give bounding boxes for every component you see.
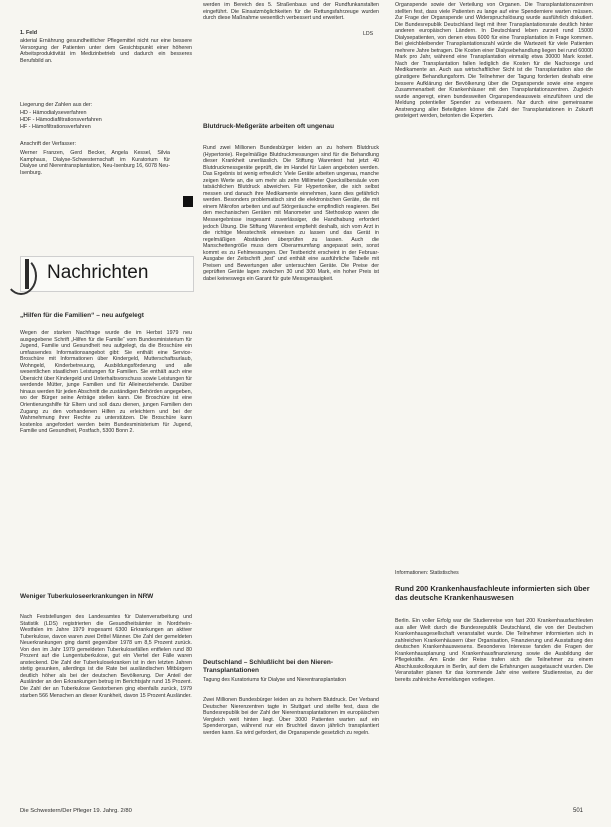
article-text: Wegen der starken Nachfrage wurde die im Herbst 1979 neu ausgegebene Schrift „Hilfen für die Familie“ vom Bundesministerium für Jugend, Familie und Gesundheit neu aufgelegt, da die Broschüre ein umfassendes Informationsangebot gibt: Sie enthält eine Service-Broschüre mit Informationen über Kindergeld, Mutterschaftsurlaub, Wohngeld, Kinderbetreuung, Ausbildungsförderung und alle wesentlichen staatlichen Leistungen für Familien. Sie enthält auch eine Übersicht über Kindergeld und Unterhaltsvorschuss sowie Leistungen für werdende Mütter, junge Familien und für Alleinerziehende. Darüber hinaus werden für jeden Abschnitt die zuständigen Behörden angegeben, wo der Bürger seine Anträge stellen kann. Die Broschüre ist eine Orientierungshilfe für Eltern und soll dazu dienen, jungen Familien den Zugang zu den vorhandenen Hilfen zu erleichtern und bei der Wahrnehmung ihrer Rechte zu unterstützen. Die Broschüre kann kostenlos angefordert werden beim Bundesministerium für Jugend, Familie und Gesundheit, Postfach, 5300 Bonn 2. <box>20 330 192 435</box>
article-text: Zwei Millionen Bundesbürger leiden an zu hohem Blutdruck. Der Verband Deutscher Nierenzentren tagte in Stuttgart und stellte fest, dass die Bundesrepublik bei der Zahl der Nierentransplantationen im europäischen Vergleich weit hinten liegt. Über 3000 Patienten warten auf ein Spenderorgan, während nur ein Bruchteil davon jährlich transplantiert werden kann. Es wird gefordert, die Organspende gesetzlich zu regeln. <box>203 697 379 736</box>
article-text: Nach Feststellungen des Landesamtes für Datenverarbeitung und Statistik (LDS) registrierten die Gesundheitsämter in Nordrhein-Westfalen im Jahre 1979 insgesamt 6300 Erkrankungen an aktiver Tuberkulose, davon waren zwei Drittel Männer. Die Zahl der gemeldeten Neuerkrankungen ging damit gegenüber 1978 um 8,5 Prozent zurück. Von den im Jahr 1979 gemeldeten Tuberkulosefällen entfielen rund 80 Prozent auf die Lungentuberkulose, gut ein Viertel der Fälle waren ansteckend. Die Zahl der Tuberkulosekranken ist in den letzten Jahren stetig gesunken, allerdings ist die Rate bei ausländischen Mitbürgern deutlich höher als bei der deutschen Bevölkerung. Der Anteil der Ausländer an den Erkrankungen betrug im Berichtsjahr rund 15 Prozent. Die Zahl der an Tuberkulose Gestorbenen ging ebenfalls zurück, 1979 starben 566 Menschen an dieser Krankheit, davon 15 Prozent Ausländer. <box>20 614 192 699</box>
continuation-text: werden im Bereich des 5. Straßenbaus und der Rundfunkanstalten eingeführt. Die Einsatzmöglichkeiten für die Rettungsfahrzeuge wurden durch diese Maßnahme wesentlich verbessert und erweitert. <box>203 2 379 22</box>
article-title: Deutschland – Schlußlicht bei den Nieren-Transplantationen <box>203 659 334 674</box>
continuation-text: Organspende sowie der Verteilung von Organen. Die Transplantationszentren stellten fest, dass viele Patienten zu lange auf eine Spenderniere warten müssen. Zur Frage der Organspende und Widerspruchslösung wurde ausführlich diskutiert. Die Bundesrepublik Deutschland liegt mit ihrer Transplantationsrate deutlich hinter anderen europäischen Ländern. In Deutschland leben zurzeit rund 15000 Dialysepatienten, von denen etwa 6000 für eine Transplantation in Frage kommen. Bei gleichbleibender Transplantationszahl würde die Wartezeit für viele Patienten mehrere Jahre betragen. Die Kosten einer Dialysebehandlung liegen bei rund 60000 Mark pro Jahr, während eine Transplantation einmalig etwa 30000 Mark kostet. Nach der Transplantation fallen lediglich die Kosten für die Nachsorge und Medikamente an. Auch aus wirtschaftlicher Sicht ist die Transplantation also die günstigere Behandlungsform. Die Teilnehmer der Tagung forderten deshalb eine bessere Aufklärung der Bevölkerung über die Organspende sowie eine engere Zusammenarbeit der Krankenhäuser mit den Transplantationszentren. Zugleich wurde angeregt, einen bundesweiten Organspendeausweis einzuführen und die Meldung potentieller Spender zu verbessern. Nur durch eine gemeinsame Anstrengung aller Beteiligten könne die Zahl der Transplantationen in Zukunft gesteigert werden, betonten die Experten. <box>395 2 593 120</box>
section-banner <box>20 256 194 292</box>
list-title: Liegerung der Zahlen aus der: <box>20 102 93 108</box>
article-text: Rund zwei Millionen Bundesbürger leiden an zu hohem Blutdruck (Hypertonie). Regelmäßige Blutdruckmessungen sind für die Behandlung dieser Krankheit unerlässlich. Die Stiftung Warentest hat jetzt 40 Blutdruckmessgeräte geprüft, die im Handel für Laien angeboten werden. Das Ergebnis ist wenig erfreulich: Viele Geräte arbeiten ungenau, manche zeigen Werte an, die um mehr als zehn Millimeter Quecksilbersäule vom tatsächlichen Blutdruck abweichen. Für Hypertoniker, die sich selbst messen und danach ihre Medikamente einnehmen, kann dies gefährlich werden. Besonders problematisch sind die elektronischen Geräte, die mit einem Mikrofon arbeiten und auf Störgeräusche empfindlich reagieren. Bei den mechanischen Geräten mit Manometer und Stethoskop waren die Messergebnisse insgesamt zuverlässiger, die Handhabung erfordert jedoch Übung. Die Stiftung Warentest empfiehlt deshalb, sich vom Arzt in die richtige Messtechnik einweisen zu lassen und das Gerät in regelmäßigen Abständen überprüfen zu lassen. Auch die Manschettengröße muss dem Oberarmumfang angepasst sein, sonst kommt es zu Fehlmessungen. Der Testbericht erscheint in der Februar-Ausgabe der Zeitschrift „test“ und enthält eine ausführliche Tabelle mit Preisen und Bewertungen aller untersuchten Geräte. Die Preise der geprüften Geräte lagen zwischen 30 und 300 Mark, ein hoher Preis ist dabei keineswegs ein Garant für gute Messgenauigkeit. <box>203 145 379 282</box>
article-title: Weniger Tuberkuloseerkrankungen in NRW <box>20 593 154 600</box>
list-item: HD - Hämodialyseverfahren <box>20 110 87 116</box>
banner-arc <box>5 257 37 295</box>
section-title: Nachrichten <box>47 262 149 283</box>
list-item: HDF - Hämodiafiltrationsverfahren <box>20 117 102 123</box>
top-tag: 1. Feld <box>20 30 38 36</box>
banner-bar <box>25 259 29 289</box>
footer-source: Die Schwestern/Der Pfleger 19. Jahrg. 2/80 <box>20 808 132 814</box>
article-kicker: Informationen: Statistisches <box>395 570 459 576</box>
address-text: Werner Franzen, Gerd Becker, Angela Kessel, Silvia Kamphaus, Dialyse-Schwesternschaft im Kuratorium für Dialyse und Nierentransplantation, Neu-Isenburg 16, 6078 Neu-Isenburg. <box>20 150 170 176</box>
continuation-text: akterial Ernährung gesundheitlicher Pflegemittel nicht nur eine bessere Versorgung der Patienten unter dem Gesichtspunkt einer höheren Arbeitsproduktivität im Medizinbetrieb und dadurch ein besseres Berufsbild an. <box>20 38 192 64</box>
list-item: HF - Hämofiltrationsverfahren <box>20 124 91 130</box>
black-square-marker <box>183 196 193 207</box>
credit: LDS <box>363 31 374 37</box>
article-subtitle: Tagung des Kuratoriums für Dialyse und Nierentransplantation <box>203 677 347 683</box>
page-number: 501 <box>573 808 584 814</box>
article-text: Berlin. Ein voller Erfolg war die Studienreise von fast 200 Krankenhausfachleuten aus aller Welt durch die Bundesrepublik Deutschland, die von der Deutschen Krankenhausgesellschaft veranstaltet wurde. Die Teilnehmer informierten sich in zahlreichen Krankenhäusern über Organisation, Finanzierung und Ausstattung des deutschen Krankenhauswesens. Besonderes Interesse fanden die Fragen der Krankenhausplanung und Krankenhausfinanzierung sowie die Ausbildung der Pflegekräfte. Am Ende der Reise trafen sich die Teilnehmer zu einem Abschlusskolloquium in Berlin, auf dem die Erfahrungen ausgetauscht wurden. Die Veranstalter planen für das kommende Jahr eine weitere Studienreise, zu der bereits zahlreiche Anmeldungen vorliegen. <box>395 618 593 683</box>
article-title: „Hilfen für die Familien“ – neu aufgelegt <box>20 312 144 319</box>
address-title: Anschrift der Verfasser: <box>20 141 77 147</box>
article-title: Rund 200 Krankenhausfachleute informierten sich über das deutsche Krankenhauswesen <box>395 584 590 602</box>
article-title: Blutdruck-Meßgeräte arbeiten oft ungenau <box>203 123 335 130</box>
